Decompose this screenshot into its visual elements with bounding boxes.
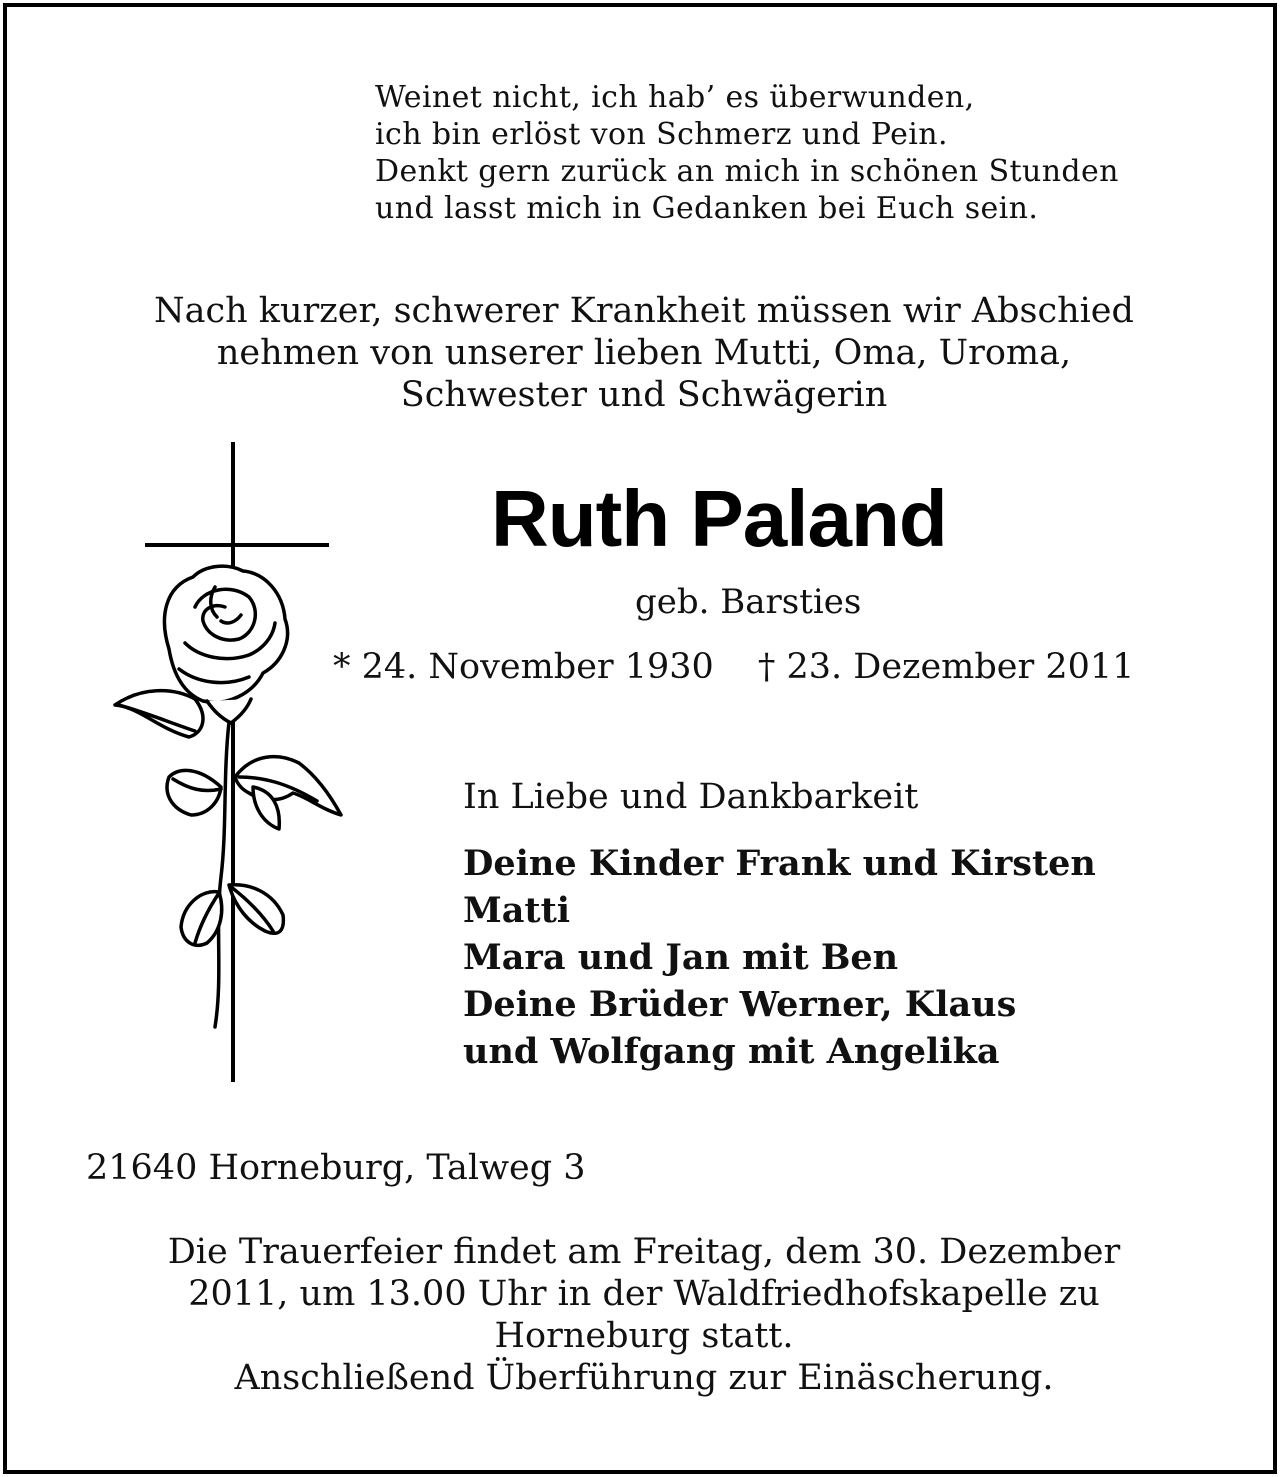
intro-line: Nach kurzer, schwerer Krankheit müssen wir Abschied <box>154 291 1134 331</box>
service-line: 2011, um 13.00 Uhr in der Waldfriedhofskapelle zu <box>188 1274 1100 1314</box>
poem <box>375 79 1119 227</box>
poem-line: Denkt gern zurück an mich in schönen Stunden <box>375 154 1119 189</box>
birth-date: * 24. November 1930 <box>333 647 714 687</box>
cross-and-rose-artwork <box>103 437 353 1087</box>
mourner-line: und Wolfgang mit Angelika <box>463 1031 1000 1072</box>
mourner-line: Deine Brüder Werner, Klaus <box>463 984 1017 1025</box>
service-line: Horneburg statt. <box>494 1316 794 1356</box>
service-line: Anschließend Überführung zur Einäscherung. <box>234 1358 1054 1398</box>
poem-line: ich bin erlöst von Schmerz und Pein. <box>375 117 948 152</box>
address: 21640 Horneburg, Talweg 3 <box>86 1148 586 1188</box>
rose-icon <box>115 566 341 1027</box>
mourners-intro: In Liebe und Dankbarkeit <box>463 777 919 817</box>
intro-line: nehmen von unserer lieben Mutti, Oma, Uroma, <box>216 333 1072 373</box>
life-dates <box>333 645 1134 689</box>
mourner-line: Deine Kinder Frank und Kirsten <box>463 843 1096 884</box>
death-date: † 23. Dezember 2011 <box>757 647 1135 687</box>
service-line: Die Trauerfeier findet am Freitag, dem 30. Dezember <box>167 1232 1121 1272</box>
mourner-line: Mara und Jan mit Ben <box>463 937 899 978</box>
cross-icon <box>145 442 329 1082</box>
service-info <box>7 1231 1280 1399</box>
poem-line: Weinet nicht, ich hab’ es überwunden, <box>375 80 975 115</box>
maiden-name: geb. Barsties <box>635 582 862 622</box>
intro-text <box>7 290 1280 416</box>
deceased-name: Ruth Paland <box>491 474 947 563</box>
mourners-list <box>463 840 1096 1075</box>
mourner-line: Matti <box>463 890 571 931</box>
poem-line: und lasst mich in Gedanken bei Euch sein. <box>375 191 1039 226</box>
obituary-notice <box>3 3 1277 1474</box>
intro-line: Schwester und Schwägerin <box>400 375 888 415</box>
